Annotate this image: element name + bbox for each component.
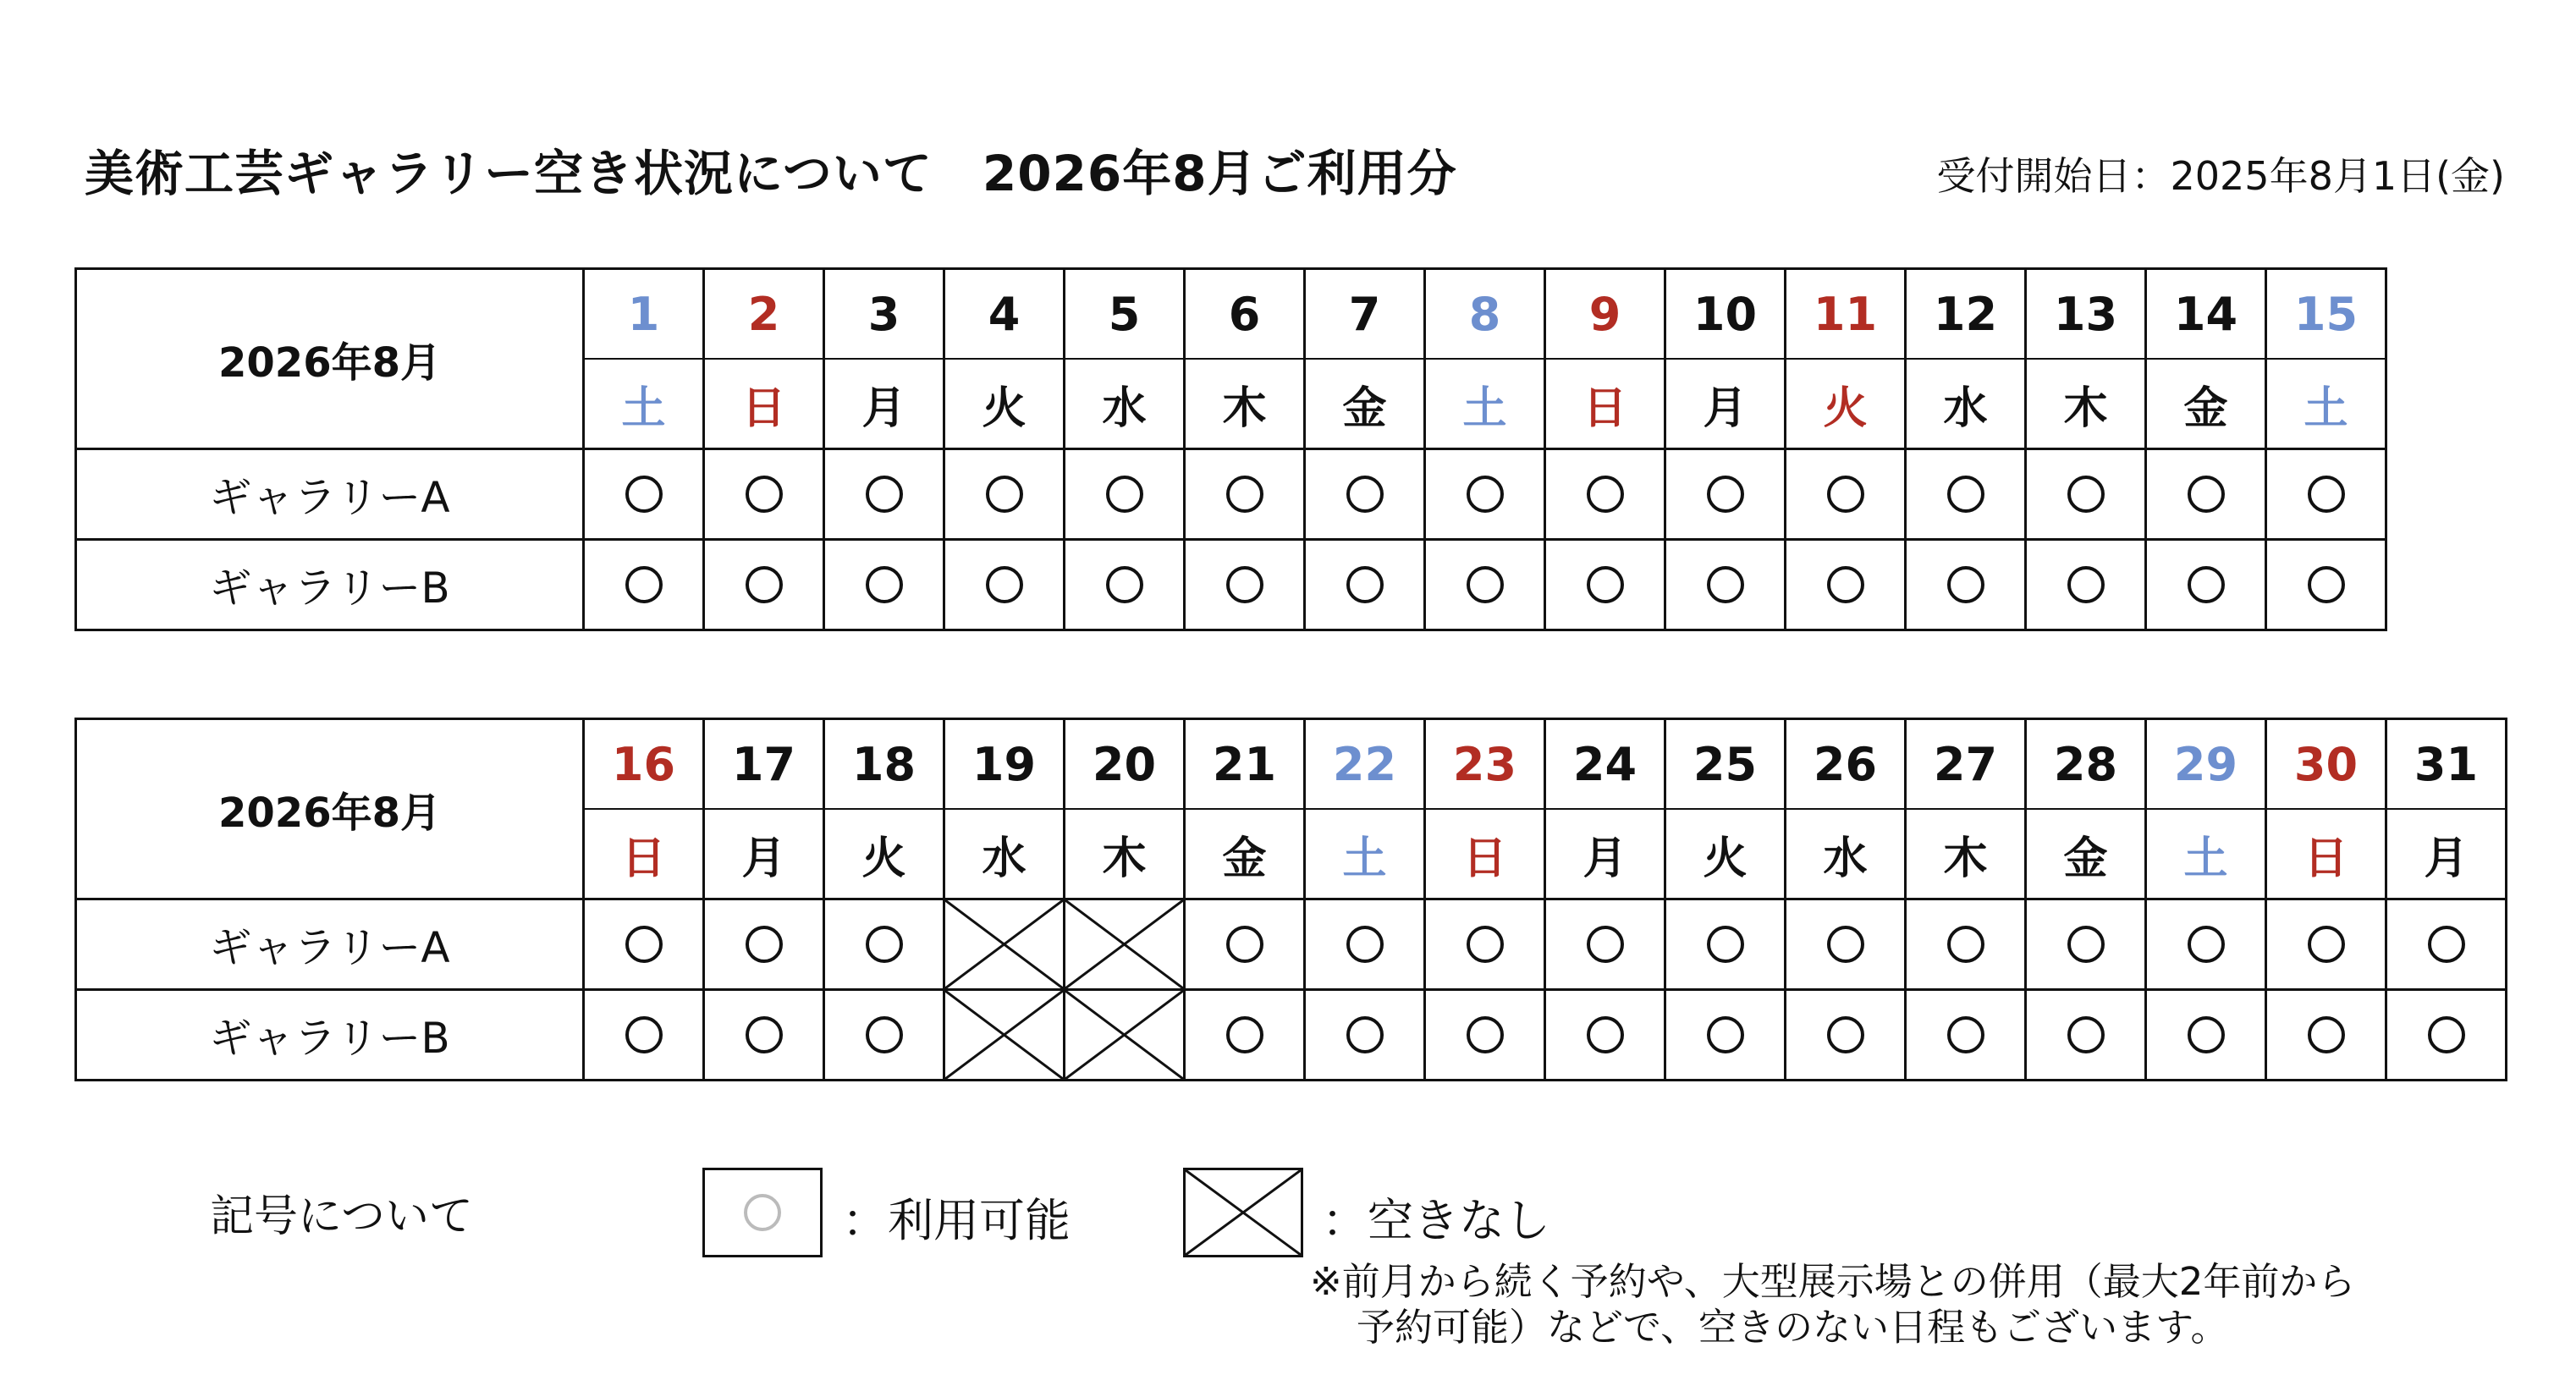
- date-cell: 6: [1185, 269, 1305, 360]
- circle-icon: [1707, 926, 1744, 963]
- circle-icon: [2067, 476, 2105, 513]
- gallery-name: ギャラリーA: [76, 449, 584, 540]
- circle-icon: [1587, 1016, 1624, 1053]
- date-cell: 19: [944, 719, 1065, 810]
- availability-cell-available: [2266, 449, 2386, 540]
- availability-cell-available: [2146, 540, 2266, 630]
- availability-cell-available: [1065, 449, 1185, 540]
- circle-icon: [1226, 926, 1263, 963]
- circle-icon: [1346, 926, 1384, 963]
- availability-cell-available: [2266, 540, 2386, 630]
- circle-icon: [1947, 1016, 1984, 1053]
- weekday-cell: 金: [1305, 359, 1425, 449]
- weekday-cell: 木: [1906, 809, 2026, 899]
- availability-cell-available: [2026, 449, 2146, 540]
- date-cell: 10: [1665, 269, 1786, 360]
- availability-cell-available: [704, 540, 824, 630]
- availability-cell-available: [1786, 540, 1906, 630]
- weekday-cell: 土: [2266, 359, 2386, 449]
- availability-cell-available: [1906, 899, 2026, 990]
- legend-label: 記号について: [210, 1191, 473, 1242]
- availability-cell-available: [2146, 449, 2266, 540]
- availability-cell-available: [1185, 540, 1305, 630]
- date-cell: 12: [1906, 269, 2026, 360]
- date-cell: 15: [2266, 269, 2386, 360]
- availability-cell-available: [584, 540, 704, 630]
- circle-icon: [625, 476, 663, 513]
- availability-cell-available: [824, 990, 944, 1081]
- footnote-line-1: ※前月から続く予約や、大型展示場との併用（最大2年前から: [1310, 1259, 2356, 1304]
- availability-cell-available: [1305, 449, 1425, 540]
- availability-cell-available: [584, 449, 704, 540]
- circle-icon: [1827, 566, 1864, 603]
- weekday-cell: 土: [1305, 809, 1425, 899]
- cross-box-icon: [1186, 1170, 1301, 1255]
- availability-cell-available: [704, 899, 824, 990]
- circle-icon: [1707, 476, 1744, 513]
- date-cell: 4: [944, 269, 1065, 360]
- circle-icon: [746, 566, 783, 603]
- availability-cell-available: [1906, 449, 2026, 540]
- availability-cell-available: [944, 449, 1065, 540]
- circle-icon: [1707, 566, 1744, 603]
- circle-icon: [2188, 926, 2225, 963]
- date-cell: 29: [2146, 719, 2266, 810]
- date-cell: 17: [704, 719, 824, 810]
- weekday-cell: 水: [1786, 809, 1906, 899]
- circle-icon: [986, 566, 1023, 603]
- legend-available-box: [702, 1168, 823, 1257]
- weekday-cell: 火: [824, 809, 944, 899]
- availability-cell-available: [1065, 540, 1185, 630]
- weekday-cell: 水: [944, 809, 1065, 899]
- availability-cell-available: [824, 540, 944, 630]
- cross-icon: [1065, 900, 1183, 988]
- availability-cell-full: [1065, 990, 1185, 1081]
- circle-icon: [744, 1194, 781, 1231]
- availability-cell-available: [1185, 990, 1305, 1081]
- weekday-cell: 日: [1545, 359, 1665, 449]
- circle-icon: [625, 566, 663, 603]
- circle-icon: [746, 476, 783, 513]
- availability-cell-available: [1425, 899, 1545, 990]
- availability-cell-available: [584, 899, 704, 990]
- weekday-cell: 月: [1545, 809, 1665, 899]
- weekday-cell: 火: [1786, 359, 1906, 449]
- circle-icon: [2188, 476, 2225, 513]
- circle-icon: [1467, 1016, 1504, 1053]
- availability-cell-available: [1786, 990, 1906, 1081]
- circle-icon: [866, 476, 903, 513]
- date-cell: 11: [1786, 269, 1906, 360]
- availability-cell-available: [2266, 899, 2386, 990]
- weekday-cell: 金: [1185, 809, 1305, 899]
- weekday-cell: 日: [584, 809, 704, 899]
- circle-icon: [2188, 566, 2225, 603]
- date-cell: 30: [2266, 719, 2386, 810]
- availability-cell-available: [1665, 449, 1786, 540]
- circle-icon: [1106, 566, 1143, 603]
- gallery-row: [76, 540, 2386, 630]
- circle-icon: [1947, 926, 1984, 963]
- weekday-cell: 土: [1425, 359, 1545, 449]
- circle-icon: [2067, 566, 2105, 603]
- availability-cell-available: [2146, 990, 2266, 1081]
- circle-icon: [2188, 1016, 2225, 1053]
- circle-icon: [2308, 566, 2345, 603]
- availability-cell-available: [1665, 990, 1786, 1081]
- legend-full-box: [1183, 1168, 1303, 1257]
- circle-icon: [1467, 926, 1504, 963]
- circle-icon: [2428, 926, 2465, 963]
- date-cell: 20: [1065, 719, 1185, 810]
- circle-icon: [1346, 566, 1384, 603]
- availability-cell-available: [704, 990, 824, 1081]
- circle-icon: [1467, 476, 1504, 513]
- availability-cell-available: [1665, 540, 1786, 630]
- weekday-cell: 日: [1425, 809, 1545, 899]
- date-cell: 13: [2026, 269, 2146, 360]
- availability-cell-available: [1545, 899, 1665, 990]
- circle-icon: [986, 476, 1023, 513]
- date-cell: 24: [1545, 719, 1665, 810]
- circle-icon: [746, 926, 783, 963]
- weekday-cell: 火: [944, 359, 1065, 449]
- date-cell: 21: [1185, 719, 1305, 810]
- circle-icon: [1346, 476, 1384, 513]
- availability-cell-available: [2386, 990, 2507, 1081]
- calendar-grid: [74, 718, 2507, 1081]
- date-cell: 1: [584, 269, 704, 360]
- date-cell: 27: [1906, 719, 2026, 810]
- cross-icon: [945, 991, 1063, 1079]
- reception-start-date: 受付開始日：2025年8月1日(金): [1936, 153, 2505, 199]
- availability-cell-available: [1305, 899, 1425, 990]
- circle-icon: [2067, 1016, 2105, 1053]
- availability-cell-available: [1425, 449, 1545, 540]
- weekday-cell: 木: [1065, 809, 1185, 899]
- circle-icon: [1707, 1016, 1744, 1053]
- weekday-cell: 木: [1185, 359, 1305, 449]
- circle-icon: [1587, 476, 1624, 513]
- availability-cell-available: [1185, 899, 1305, 990]
- legend-available-text: ：利用可能: [842, 1194, 1071, 1247]
- date-cell: 9: [1545, 269, 1665, 360]
- weekday-cell: 月: [824, 359, 944, 449]
- circle-icon: [1947, 476, 1984, 513]
- weekday-cell: 月: [2386, 809, 2507, 899]
- gallery-row: [76, 990, 2507, 1081]
- weekday-cell: 水: [1906, 359, 2026, 449]
- date-cell: 31: [2386, 719, 2507, 810]
- circle-icon: [866, 566, 903, 603]
- weekday-cell: 土: [584, 359, 704, 449]
- circle-icon: [866, 1016, 903, 1053]
- circle-icon: [2308, 1016, 2345, 1053]
- availability-cell-available: [824, 899, 944, 990]
- weekday-cell: 日: [704, 359, 824, 449]
- gallery-name: ギャラリーB: [76, 540, 584, 630]
- weekday-cell: 月: [1665, 359, 1786, 449]
- date-cell: 3: [824, 269, 944, 360]
- date-cell: 14: [2146, 269, 2266, 360]
- footnote: [1310, 1259, 2355, 1350]
- circle-icon: [625, 1016, 663, 1053]
- availability-cell-available: [1786, 899, 1906, 990]
- circle-icon: [625, 926, 663, 963]
- availability-cell-available: [2026, 899, 2146, 990]
- availability-cell-available: [584, 990, 704, 1081]
- availability-cell-available: [1545, 449, 1665, 540]
- circle-icon: [1106, 476, 1143, 513]
- weekday-cell: 火: [1665, 809, 1786, 899]
- weekday-cell: 木: [2026, 359, 2146, 449]
- availability-cell-available: [944, 540, 1065, 630]
- date-cell: 23: [1425, 719, 1545, 810]
- circle-icon: [1827, 926, 1864, 963]
- date-cell: 28: [2026, 719, 2146, 810]
- calendar-table-1: [74, 267, 2387, 631]
- availability-cell-available: [1425, 540, 1545, 630]
- availability-cell-available: [1665, 899, 1786, 990]
- circle-icon: [2308, 926, 2345, 963]
- circle-icon: [1226, 1016, 1263, 1053]
- availability-cell-available: [1305, 990, 1425, 1081]
- circle-icon: [1226, 566, 1263, 603]
- date-cell: 22: [1305, 719, 1425, 810]
- date-cell: 2: [704, 269, 824, 360]
- availability-cell-available: [824, 449, 944, 540]
- circle-icon: [1587, 926, 1624, 963]
- cross-icon: [945, 900, 1063, 988]
- legend-full-text: ：空きなし: [1322, 1194, 1550, 1247]
- date-cell: 7: [1305, 269, 1425, 360]
- availability-cell-available: [1545, 990, 1665, 1081]
- weekday-cell: 月: [704, 809, 824, 899]
- date-cell: 5: [1065, 269, 1185, 360]
- availability-cell-full: [944, 899, 1065, 990]
- availability-cell-available: [1305, 540, 1425, 630]
- availability-cell-available: [2146, 899, 2266, 990]
- calendar-table-2: [74, 718, 2507, 1081]
- gallery-row: [76, 899, 2507, 990]
- date-cell: 16: [584, 719, 704, 810]
- availability-cell-available: [1185, 449, 1305, 540]
- availability-cell-available: [1906, 990, 2026, 1081]
- availability-cell-available: [1906, 540, 2026, 630]
- circle-icon: [1346, 1016, 1384, 1053]
- date-cell: 26: [1786, 719, 1906, 810]
- circle-icon: [1827, 476, 1864, 513]
- availability-cell-available: [2266, 990, 2386, 1081]
- availability-cell-available: [704, 449, 824, 540]
- availability-cell-available: [1786, 449, 1906, 540]
- date-cell: 18: [824, 719, 944, 810]
- circle-icon: [1226, 476, 1263, 513]
- availability-cell-available: [2026, 990, 2146, 1081]
- gallery-name: ギャラリーB: [76, 990, 584, 1081]
- circle-icon: [1947, 566, 1984, 603]
- availability-cell-available: [2026, 540, 2146, 630]
- weekday-cell: 土: [2146, 809, 2266, 899]
- circle-icon: [746, 1016, 783, 1053]
- cross-icon: [1065, 991, 1183, 1079]
- availability-cell-available: [1425, 990, 1545, 1081]
- weekday-cell: 金: [2146, 359, 2266, 449]
- availability-cell-full: [944, 990, 1065, 1081]
- circle-icon: [1587, 566, 1624, 603]
- date-cell: 8: [1425, 269, 1545, 360]
- circle-icon: [866, 926, 903, 963]
- circle-icon: [1827, 1016, 1864, 1053]
- weekday-cell: 金: [2026, 809, 2146, 899]
- availability-cell-available: [1545, 540, 1665, 630]
- page-title: 美術工芸ギャラリー空き状況について 2026年8月ご利用分: [85, 145, 1457, 202]
- availability-cell-full: [1065, 899, 1185, 990]
- circle-icon: [1467, 566, 1504, 603]
- circle-icon: [2428, 1016, 2465, 1053]
- month-label: 2026年8月: [76, 269, 584, 449]
- circle-icon: [2308, 476, 2345, 513]
- date-cell: 25: [1665, 719, 1786, 810]
- calendar-grid: [74, 267, 2387, 631]
- availability-cell-available: [2386, 899, 2507, 990]
- gallery-row: [76, 449, 2386, 540]
- weekday-cell: 日: [2266, 809, 2386, 899]
- weekday-cell: 水: [1065, 359, 1185, 449]
- gallery-name: ギャラリーA: [76, 899, 584, 990]
- circle-icon: [2067, 926, 2105, 963]
- month-label: 2026年8月: [76, 719, 584, 899]
- footnote-line-2: 予約可能）などで、空きのない日程もございます。: [1357, 1305, 2229, 1350]
